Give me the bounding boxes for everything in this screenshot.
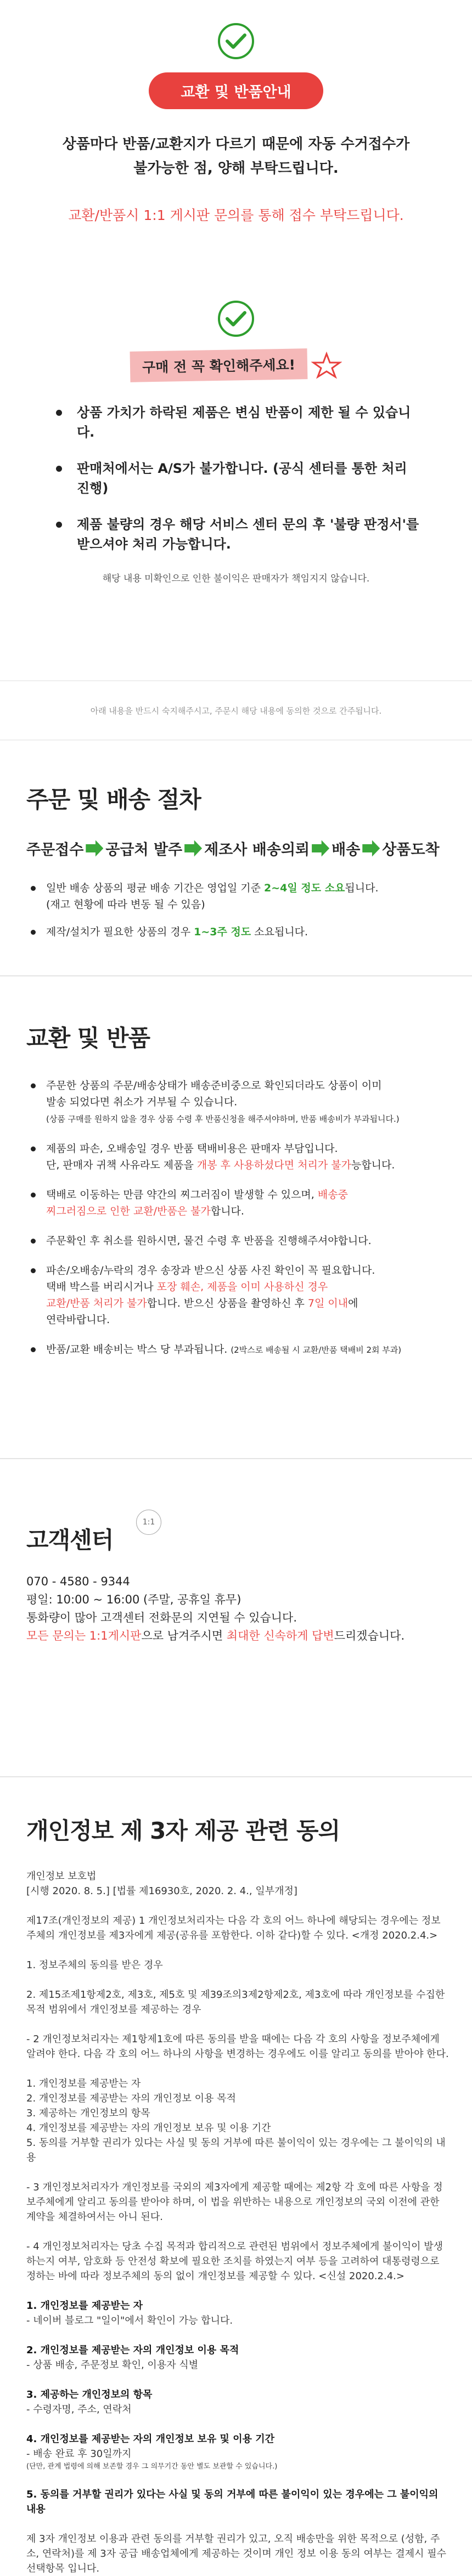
pre-purchase-title: 구매 전 꼭 확인해주세요!: [130, 350, 341, 381]
order-shipping-section: [0, 741, 472, 976]
step-label: 배송: [331, 841, 361, 858]
list-item: 판매처에서는 A/S가 불가합니다. (공식 센터를 통한 처리 진행): [53, 459, 419, 498]
list-item: 일반 배송 상품의 평균 배송 기간은 영업일 기준 2~4일 정도 소요됩니다. (재고 현황에 따라 변동 될 수 있음): [26, 880, 472, 913]
consent-item-title: 4. 개인정보를 제공받는 자의 개인정보 보유 및 이용 기간: [26, 2433, 275, 2445]
list-item: 제작/설치가 필요한 상품의 경우 1~3주 정도 소요됩니다.: [26, 924, 472, 940]
step-label: 공급처 발주: [105, 841, 183, 858]
pre-purchase-section: [0, 258, 472, 680]
law-paragraph: 1. 개인정보를 제공받는 자 2. 개인정보를 제공받는 자의 개인정보 이용 목적 3. 제공하는 개인정보의 항목 4. 개인정보를 제공받는 자의 개인정보 보유 및 이용 기간 5. 동의를 거부할 권리가 있다는 사실 및 동의 거부에 따른 불이익이 있는 경우에는 그 불이익의 내용: [26, 2078, 446, 2163]
consent-item-title: 1. 개인정보를 제공받는 자: [26, 2300, 143, 2312]
pre-purchase-list: [53, 403, 419, 554]
step-label: 제조사 배송의뢰: [204, 841, 310, 858]
law-paragraph: 1. 정보주체의 동의를 받은 경우: [26, 1959, 163, 1971]
shipping-info-list: [26, 880, 472, 940]
list-item: 택배로 이동하는 만큼 약간의 찌그러짐이 발생할 수 있으며, 배송중 찌그러짐으로 인한 교환/반품은 불가합니다.: [26, 1187, 450, 1219]
step-label: 주문접수: [26, 841, 84, 858]
phone-number: 070 - 4580 - 9344: [26, 1575, 130, 1588]
check-circle-icon: [218, 23, 254, 59]
arrow-right-icon: [362, 840, 380, 857]
arrow-right-icon: [86, 840, 103, 857]
consent-item-answer: - 수령자명, 주소, 연락처: [26, 2404, 132, 2415]
consent-item-note: (단만, 관계 법령에 의해 보존할 경우 그 의무기간 동안 별도 보관할 수 있습니다.): [26, 2462, 278, 2471]
notice-red-line: 교환/반품시 1:1 게시판 문의를 통해 접수 부탁드립니다.: [68, 207, 404, 223]
section-title: 고객센터: [26, 1527, 114, 1553]
list-item: 반품/교환 배송비는 박스 당 부과됩니다. (2박스로 배송될 시 교환/반품 택배비 2회 부과): [26, 1341, 450, 1358]
law-paragraph: - 2 개인정보처리자는 제1항제1호에 따른 동의를 받을 때에는 다음 각 호의 사항을 정보주체에게 알려야 한다. 다음 각 호의 어느 하나의 사항을 변경하는 경우에도 이를 알리고 동의를 받아야 한다.: [26, 2033, 449, 2060]
section-title: 주문 및 배송 절차: [26, 786, 201, 813]
list-item: 제품의 파손, 오배송일 경우 반품 택배비용은 판매자 부담입니다. 단, 판매자 귀책 사유라도 제품을 개봉 후 사용하셨다면 처리가 불가능합니다.: [26, 1140, 450, 1173]
list-item: 파손/오배송/누락의 경우 송장과 받으신 상품 사진 확인이 꼭 필요합니다. 택배 박스를 버리시거나 포장 훼손, 제품을 이미 사용하신 경우 교환/반품 처리가 불가합니다. 받으신 상품을 촬영하신 후 7일 이내에 연락바랍니다.: [26, 1262, 450, 1328]
law-paragraph: - 4 개인정보처리자는 당초 수집 목적과 합리적으로 관련된 범위에서 정보주체에게 불이익이 발생하는지 여부, 암호화 등 안전성 확보에 필요한 조치를 하였는지 여부 등을 고려하여 대통령령으로 정하는 바에 따라 정보주체의 동의 없이 개인정보를 제공할 수 있다. <신설 2020.2.4.>: [26, 2241, 443, 2282]
disclaimer-note: 해당 내용 미확인으로 인한 불이익은 판매자가 책임지지 않습니다.: [102, 573, 370, 584]
arrow-right-icon: [312, 840, 329, 857]
list-item: 제품 불량의 경우 해당 서비스 센터 문의 후 '불량 판정서'를 받으셔야 처리 가능합니다.: [53, 515, 419, 554]
one-on-one-badge: 1:1: [136, 1510, 161, 1535]
privacy-consent-section: [0, 1777, 472, 2576]
consent-item-title: 5. 동의를 거부할 권리가 있다는 사실 및 동의 거부에 따른 불이익이 있는 경우에는 그 불이익의 내용: [26, 2489, 439, 2515]
law-paragraph: 2. 제15조제1항제2호, 제3호, 제5호 및 제39조의3제2항제2호, 제3호에 따라 개인정보를 수집한 목적 범위에서 개인정보를 제공하는 경우: [26, 1989, 445, 2015]
consent-item-answer: - 상품 배송, 주문정보 확인, 이용자 식별: [26, 2359, 199, 2371]
law-paragraph: 제17조(개인정보의 제공) 1 개인정보처리자는 다음 각 호의 어느 하나에 해당되는 경우에는 정보주체의 개인정보를 제3자에게 제공(공유를 포함한다. 이하 같다)할 수 있다. <개정 2020.2.4.>: [26, 1915, 441, 1941]
exchange-info-list: [26, 1077, 450, 1358]
agreement-notice: 아래 내용을 반드시 숙지해주시고, 주문시 해당 내용에 동의한 것으로 간주됩니다.: [0, 680, 472, 741]
inquiry-guide: 모든 문의는 1:1게시판으로 남겨주시면 최대한 신속하게 답변드리겠습니다.: [26, 1629, 405, 1642]
check-circle-icon: [218, 301, 254, 337]
consent-item-answer: - 네이버 블로그 "일이"에서 확인이 가능 합니다.: [26, 2315, 233, 2326]
customer-center-section: [0, 1459, 472, 1777]
law-paragraph: - 3 개인정보처리자가 개인정보를 국외의 제3자에게 제공할 때에는 제2항 각 호에 따른 사항을 정보주체에게 알리고 동의를 받아야 하며, 이 법을 위반하는 내용으로 개인정보의 국외 이전에 관한 계약을 체결하여서는 아니 된다.: [26, 2182, 443, 2223]
business-hours: 평일: 10:00 ~ 16:00 (주말, 공휴일 휴무): [26, 1593, 241, 1606]
consent-final-statement: 제 3자 개인정보 이용과 관련 동의를 거부할 권리가 있고, 오직 배송만을 위한 목적으로 (성함, 주소, 연락처)를 제 3자 공급 배송업체에게 제공하는 것이며 개인 정보 이용 동의 여부는 결제시 필수 선택항목 입니다.: [26, 2533, 447, 2574]
consent-item-title: 2. 개인정보를 제공받는 자의 개인정보 이용 목적: [26, 2345, 239, 2356]
list-item: 주문확인 후 취소를 원하시면, 물건 수령 후 반품을 진행해주셔야합니다.: [26, 1233, 450, 1249]
consent-item-answer: - 배송 완료 후 30일까지: [26, 2448, 132, 2460]
law-name: 개인정보 보호법: [26, 1871, 97, 1882]
law-version: [시행 2020. 8. 5.] [법률 제16930호, 2020. 2. 4., 일부개정]: [26, 1885, 297, 1897]
order-steps: [26, 838, 472, 859]
notice-lead: 상품마다 반품/교환지가 다르기 때문에 자동 수거접수가 불가능한 점, 양해 부탁드립니다.: [62, 136, 410, 177]
exchange-return-section: [0, 976, 472, 1459]
list-item: 상품 가치가 하락된 제품은 변심 반품이 제한 될 수 있습니다.: [53, 403, 419, 442]
exchange-notice-section: [0, 0, 472, 258]
consent-item-title: 3. 제공하는 개인정보의 항목: [26, 2389, 153, 2400]
star-icon: [311, 352, 342, 379]
arrow-right-icon: [184, 840, 202, 857]
busy-notice: 통화량이 많아 고객센터 전화문의 지연될 수 있습니다.: [26, 1611, 297, 1624]
section-title: 개인정보 제 3자 제공 관련 동의: [26, 1817, 340, 1844]
exchange-notice-pill: 교환 및 반품안내: [149, 72, 323, 109]
section-title: 교환 및 반품: [26, 1025, 150, 1052]
list-item: 주문한 상품의 주문/배송상태가 배송준비중으로 확인되더라도 상품이 이미 발송 되었다면 취소가 거부될 수 있습니다. (상품 구매를 원하지 않을 경우 상품 수령 후 반품신청을 해주셔야하며, 반품 배송비가 부과됩니다.): [26, 1077, 450, 1127]
step-label: 상품도착: [382, 841, 440, 858]
